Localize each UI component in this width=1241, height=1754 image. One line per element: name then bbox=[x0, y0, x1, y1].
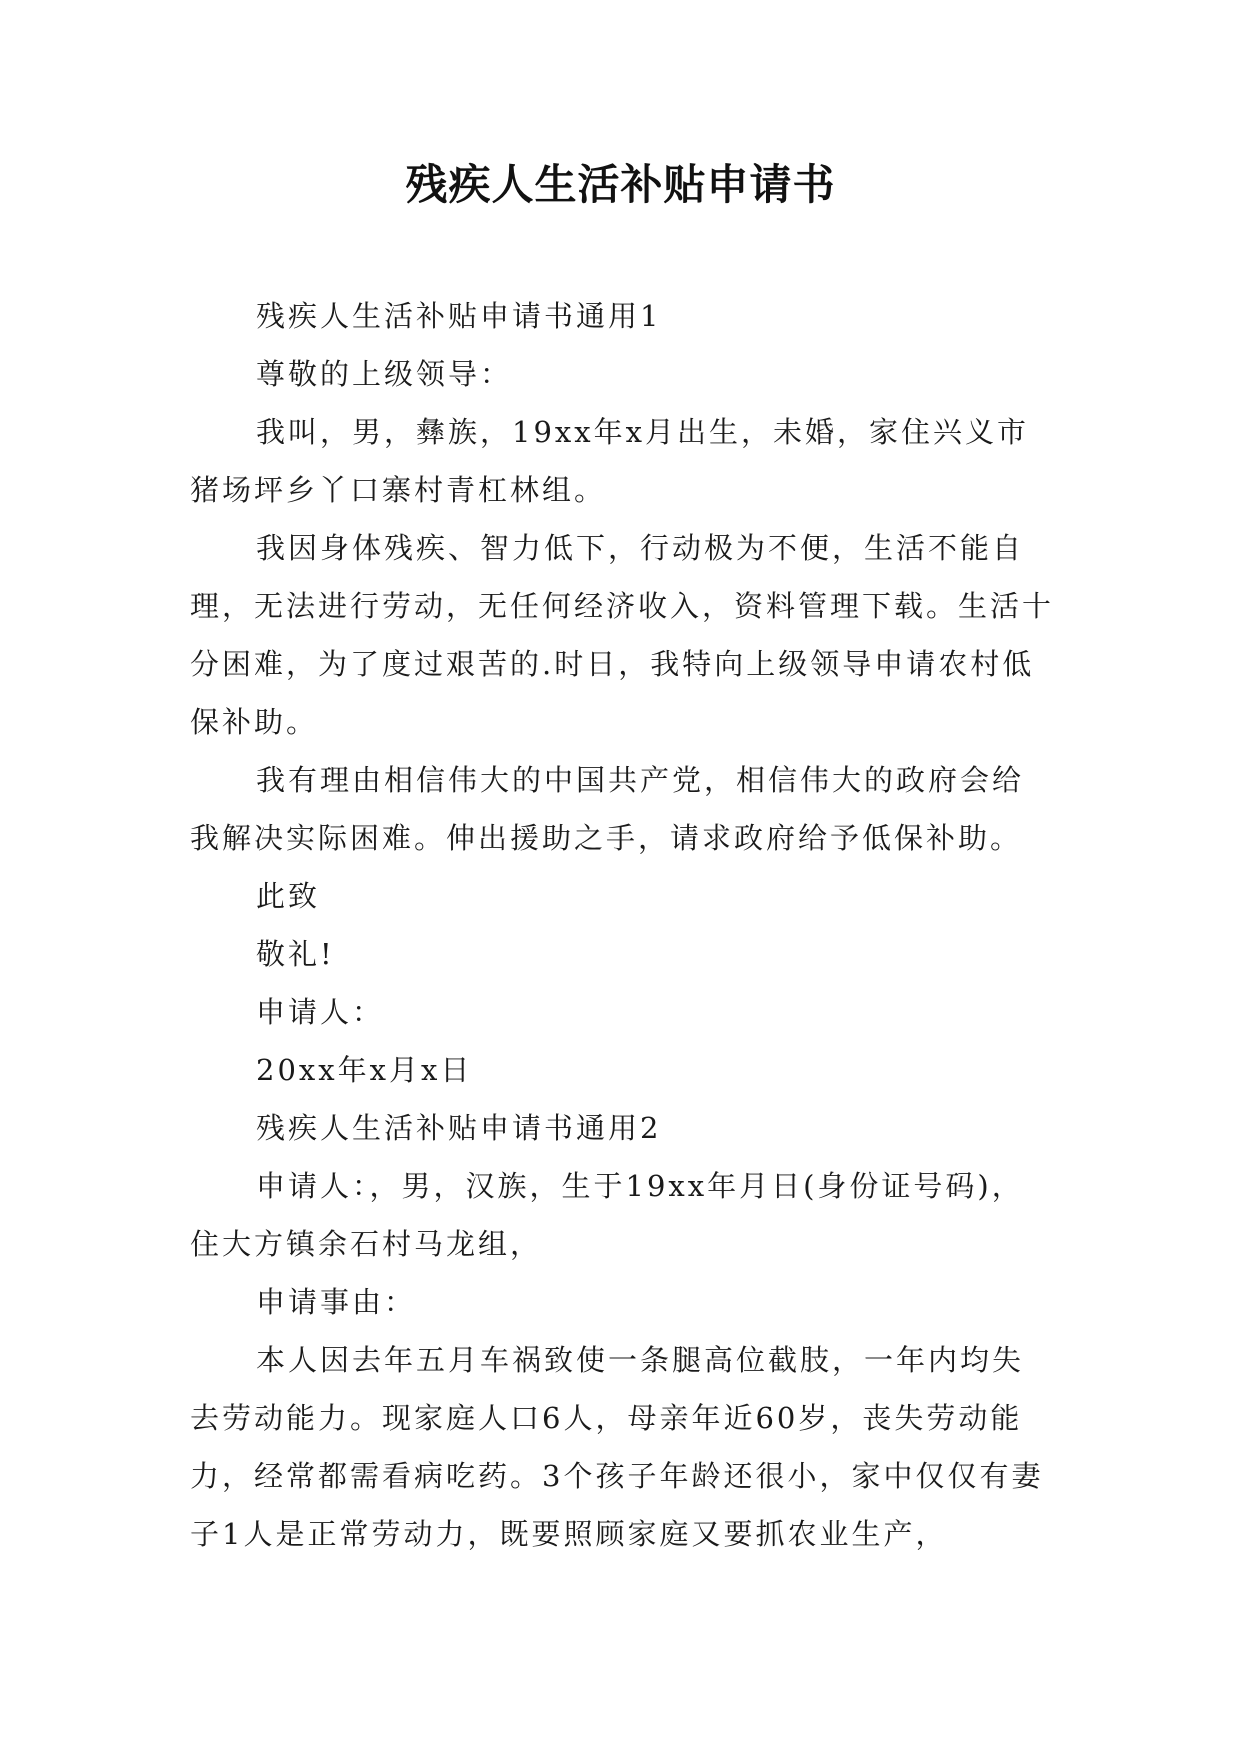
applicant-label: 申请人： bbox=[256, 995, 385, 1029]
document-title: 残疾人生活补贴申请书 bbox=[405, 160, 836, 209]
reason-label: 申请事由： bbox=[256, 1285, 417, 1319]
closing-line: 此致 bbox=[256, 879, 321, 913]
body-paragraph: 本人因去年五月车祸致使一条腿高位截肢，一年内均失去劳动能力。现家庭人口6人，母亲年近60岁，丧失劳动能力，经常都需看病吃药。3个孩子年龄还很小，家中仅仅有妻子1人是正常劳动力，既要照顾家庭又要抓农业生产， bbox=[190, 1343, 1044, 1551]
body-paragraph: 我因身体残疾、智力低下，行动极为不便，生活不能自理，无法进行劳动，无任何经济收入，资料管理下载。生活十分困难，为了度过艰苦的.时日，我特向上级领导申请农村低保补助。 bbox=[190, 531, 1055, 739]
body-paragraph: 我有理由相信伟大的中国共产党，相信伟大的政府会给我解决实际困难。伸出援助之手，请求政府给予低保补助。 bbox=[190, 763, 1025, 855]
document-body bbox=[190, 287, 1055, 1563]
body-paragraph: 我叫，男，彝族，19xx年x月出生，未婚，家住兴义市猪场坪乡丫口寨村青杠林组。 bbox=[190, 415, 1029, 507]
closing-regards: 敬礼! bbox=[256, 937, 335, 971]
date-line: 20xx年x月x日 bbox=[256, 1053, 473, 1087]
section-heading-2: 残疾人生活补贴申请书通用2 bbox=[256, 1111, 662, 1145]
section-heading-1: 残疾人生活补贴申请书通用1 bbox=[256, 299, 662, 333]
applicant-info: 申请人：，男，汉族，生于19xx年月日(身份证号码)，住大方镇余石村马龙组， bbox=[190, 1169, 1024, 1261]
salutation: 尊敬的上级领导： bbox=[256, 357, 513, 391]
